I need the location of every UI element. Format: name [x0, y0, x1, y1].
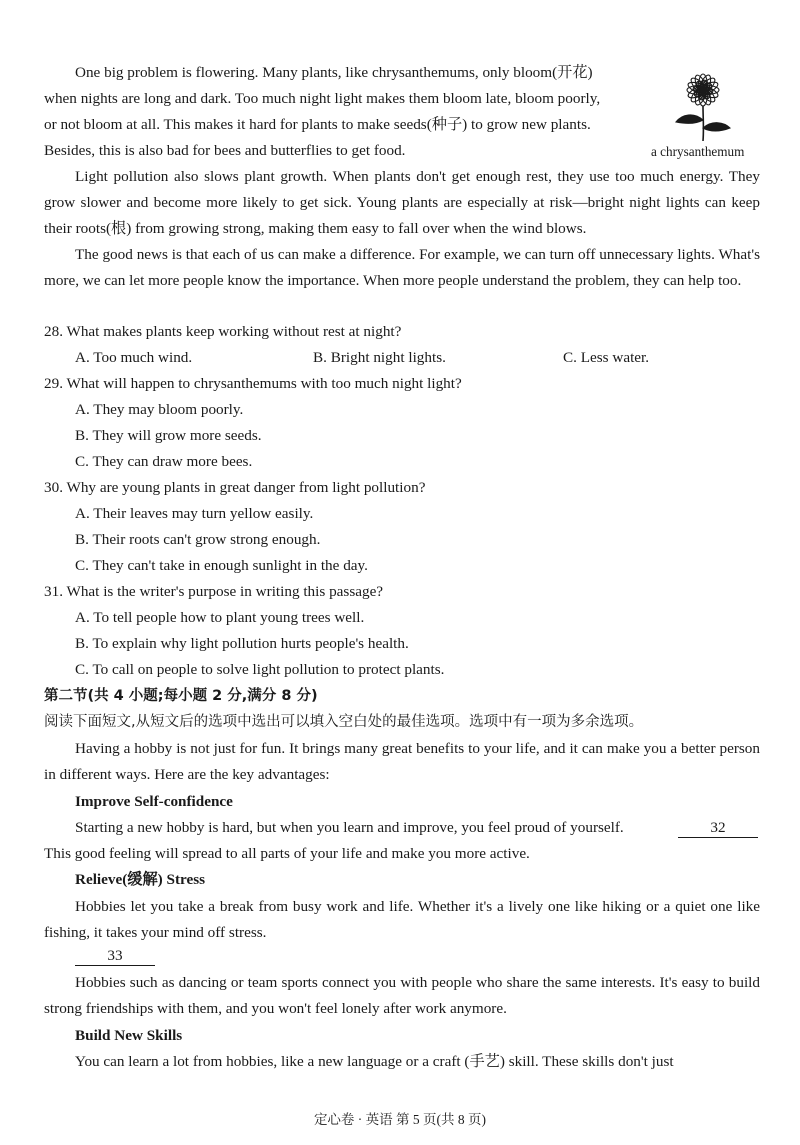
passage-p2: Light pollution also slows plant growth. When plants don't get enough rest, they use too much energy. They grow slower and become more likely to get sick. Young plants are especially at risk—bright night lights can keep their roots(根) from growing strong, making them easy to fall over when the wind blows. — [44, 168, 760, 237]
blank-33-number: 33 — [75, 947, 155, 966]
question-30-option-a[interactable]: A. Their leaves may turn yellow easily. — [75, 505, 314, 522]
chrysanthemum-illustration — [662, 62, 744, 142]
section2-para1-line2: This good feeling will spread to all parts of your life and make you more active. — [44, 845, 530, 862]
blank-32-number: 32 — [678, 819, 758, 838]
passage-p1-line3: or not bloom at all. This makes it hard for plants to make seeds(种子) to grow new plants. — [44, 116, 591, 133]
section2-instruction: 阅读下面短文,从短文后的选项中选出可以填入空白处的最佳选项。选项中有一项为多余选项。 — [44, 714, 644, 730]
question-29-stem: 29. What will happen to chrysanthemums with too much night light? — [44, 375, 462, 392]
question-31-option-b[interactable]: B. To explain why light pollution hurts people's health. — [75, 635, 409, 652]
question-29-option-c[interactable]: C. They can draw more bees. — [75, 453, 253, 470]
question-29-option-b[interactable]: B. They will grow more seeds. — [75, 427, 262, 444]
passage-p3: The good news is that each of us can make a difference. For example, we can turn off unnecessary lights. What's more, we can let more people know the importance. When more people understand the problem, they can help too. — [44, 246, 760, 289]
question-28-stem: 28. What makes plants keep working without rest at night? — [44, 323, 402, 340]
question-31-option-a[interactable]: A. To tell people how to plant young trees well. — [75, 609, 365, 626]
section2-intro: Having a hobby is not just for fun. It brings many great benefits to your life, and it can make you a better person in different ways. Here are the key advantages: — [44, 740, 760, 783]
question-31-option-c[interactable]: C. To call on people to solve light pollution to protect plants. — [75, 661, 445, 678]
question-28-option-a[interactable]: A. Too much wind. — [75, 349, 193, 366]
section2-header: 第二节(共 4 小题;每小题 2 分,满分 8 分) — [44, 688, 318, 704]
section2-heading-relieve-stress: Relieve(缓解) Stress — [75, 871, 206, 888]
question-28-option-b[interactable]: B. Bright night lights. — [313, 349, 446, 366]
page-footer: 定心卷 · 英语 第 5 页(共 8 页) — [313, 1112, 487, 1127]
blank-32[interactable] — [678, 818, 758, 838]
question-28-option-c[interactable]: C. Less water. — [563, 349, 650, 366]
figure-caption: a chrysanthemum — [651, 144, 745, 159]
question-30-option-b[interactable]: B. Their roots can't grow strong enough. — [75, 531, 321, 548]
section2-heading-build-skills: Build New Skills — [75, 1027, 183, 1044]
question-30-option-c[interactable]: C. They can't take in enough sunlight in the day. — [75, 557, 368, 574]
section2-para4-line1: You can learn a lot from hobbies, like a new language or a craft (手艺) skill. These skills don't just — [75, 1053, 674, 1070]
section2-para1-line1: Starting a new hobby is hard, but when you learn and improve, you feel proud of yourself. — [75, 819, 624, 836]
question-29-option-a[interactable]: A. They may bloom poorly. — [75, 401, 244, 418]
question-31-stem: 31. What is the writer's purpose in writing this passage? — [44, 583, 384, 600]
passage-p1-line2: when nights are long and dark. Too much night light makes them bloom late, bloom poorly, — [44, 90, 601, 107]
section2-para2: Hobbies let you take a break from busy work and life. Whether it's a lively one like hiking or a quiet one like fishing, it takes your mind off stress. — [44, 898, 760, 941]
question-30-stem: 30. Why are young plants in great danger from light pollution? — [44, 479, 426, 496]
blank-33[interactable] — [75, 946, 155, 966]
section2-heading-self-confidence: Improve Self-confidence — [75, 793, 233, 810]
section2-para3: Hobbies such as dancing or team sports connect you with people who share the same interests. It's easy to build strong friendships with them, and you won't feel lonely after work anymore. — [44, 974, 760, 1017]
passage-p1-line4: Besides, this is also bad for bees and butterflies to get food. — [44, 142, 406, 159]
passage-p1-line1: One big problem is flowering. Many plants, like chrysanthemums, only bloom(开花) — [75, 64, 593, 81]
